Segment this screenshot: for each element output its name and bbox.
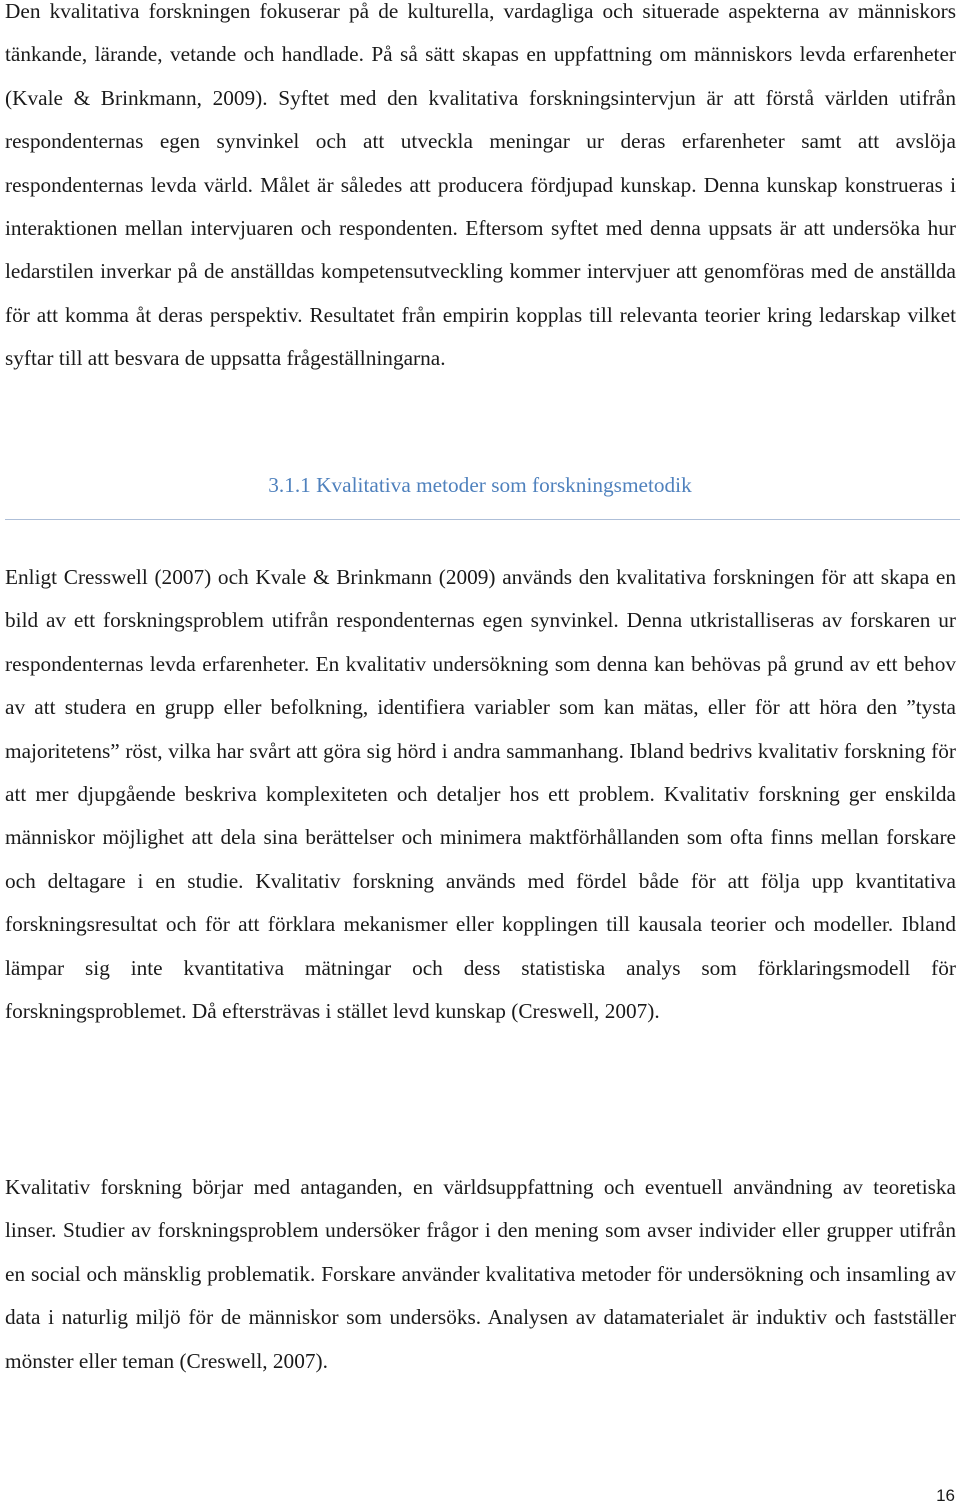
body-paragraph-2: Enligt Cresswell (2007) och Kvale & Brinkmann (2009) används den kvalitativa forskningen för att skapa en bild av ett forskningsproblem utifrån respondenternas egen synvinkel. Denna utkristalliseras av forskaren ur respondenternas levda erfarenheter. En kvalitativ undersökning som denna kan behövas på grund av ett behov av att studera en grupp eller befolkning, identifiera variabler som kan mätas, eller för att höra den ”tysta majoritetens” röst, vilka har svårt att göra sig hörd i andra sammanhang. Ibland bedrivs kvalitativ forskning för att mer djupgående beskriva komplexiteten och detaljer hos ett problem. Kvalitativ forskning ger enskilda människor möjlighet att dela sina berättelser och minimera maktförhållanden som ofta finns mellan forskare och deltagare i en studie. Kvalitativ forskning används med fördel både för att följa upp kvantitativa forskningsresultat och för att förklara mekanismer eller kopplingen till kausala teorier och modeller. Ibland lämpar sig inte kvantitativa mätningar och dess statistiska analys som förklaringsmodell för forskningsproblemet. Då eftersträvas i stället levd kunskap (Creswell, 2007).: [5, 565, 956, 1024]
heading-underline: [5, 519, 960, 520]
body-paragraph-1: Den kvalitativa forskningen fokuserar på de kulturella, vardagliga och situerade aspekterna av människors tänkande, lärande, vetande och handlade. På så sätt skapas en uppfattning om människors levda erfarenheter (Kvale & Brinkmann, 2009). Syftet med den kvalitativa forskningsintervjun är att förstå världen utifrån respondenternas egen synvinkel och att utveckla meningar ur deras erfarenheter samt att avslöja respondenternas levda värld. Målet är således att producera fördjupad kunskap. Denna kunskap konstrueras i interaktionen mellan intervjuaren och respondenten. Eftersom syftet med denna uppsats är att undersöka hur ledarstilen inverkar på de anställdas kompetensutveckling kommer intervjuer att genomföras med de anställda för att komma åt deras perspektiv. Resultatet från empirin kopplas till relevanta teorier kring ledarskap vilket syftar till att besvara de uppsatta frågeställningarna.: [5, 0, 956, 371]
body-paragraph-3: Kvalitativ forskning börjar med antaganden, en världsuppfattning och eventuell användning av teoretiska linser. Studier av forskningsproblem undersöker frågor i den mening som avser individer eller grupper utifrån en social och mänsklig problematik. Forskare använder kvalitativa metoder för undersökning och insamling av data i naturlig miljö för de människor som undersöks. Analysen av datamaterialet är induktiv och fastställer mönster eller teman (Creswell, 2007).: [5, 1175, 956, 1373]
page-number: 16: [936, 1486, 955, 1505]
section-heading: 3.1.1 Kvalitativa metoder som forskningsmetodik: [268, 473, 692, 497]
